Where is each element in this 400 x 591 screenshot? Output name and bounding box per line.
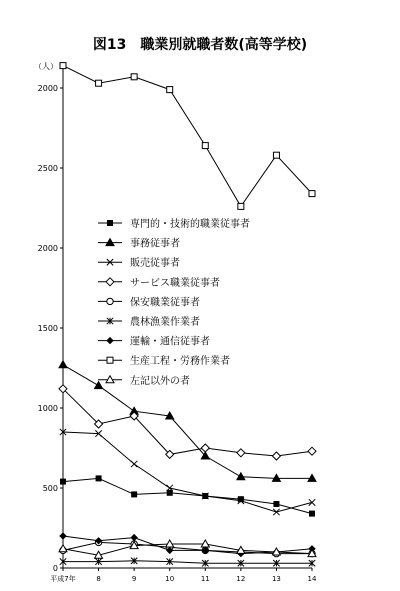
data-point [61,479,66,484]
data-point [309,191,315,197]
series-markers-group [60,63,315,210]
data-point [95,382,103,389]
data-point [201,444,209,452]
legend-item [98,237,180,250]
x-tick-label: 13 [271,575,281,583]
legend-item [98,276,220,289]
data-point [237,473,245,480]
series-markers-group [59,385,316,460]
data-point [96,476,101,481]
data-point [107,298,113,304]
x-tick-label: 11 [200,575,210,583]
x-tick-label: 8 [96,575,101,583]
data-point [131,461,137,467]
series-line [63,432,312,512]
x-tick-label: 10 [165,575,175,583]
y-tick-label: 2000 [37,84,58,93]
data-point [237,449,245,457]
data-point [60,63,66,69]
legend-label: サービス職業従事者 [130,277,220,289]
data-point [108,221,113,226]
x-tick-label: 14 [307,575,317,583]
legend-item [98,217,250,230]
chart-title: 図13 職業別就職者数(高等学校) [92,37,308,53]
x-tick-label: 12 [236,575,246,583]
y-axis-label: （人） [34,62,58,71]
data-point [167,87,173,93]
legend-item [98,256,180,269]
y-tick-label: 2500 [37,164,58,173]
legend-label: 農林漁業作業者 [130,317,200,328]
data-point [131,535,137,541]
data-point [131,74,137,80]
data-point [132,492,137,497]
x-tick-label: 9 [131,575,137,583]
x-tick-label: 平成7年 [50,575,76,583]
data-point [273,152,279,158]
series-line [63,478,312,513]
data-point [309,499,315,505]
data-point [59,361,67,368]
y-tick-label: 1500 [37,324,58,333]
legend-label: 保安職業従事者 [130,297,200,309]
legend-label: 左記以外の者 [130,375,190,387]
legend-label: 専門的・技術的職業従事者 [130,219,250,230]
legend-label: 事務従事者 [130,238,180,250]
series-line [63,66,312,207]
data-point [107,357,113,363]
data-point [238,203,244,209]
data-point [272,452,280,460]
y-tick-label: 1000 [37,404,58,413]
legend-label: 販売従事者 [130,258,180,270]
data-point [106,278,114,286]
y-tick-label: 500 [42,484,58,493]
legend-item [98,295,200,308]
y-tick-label: 0 [52,564,58,573]
data-point [167,490,172,495]
legend [98,217,250,387]
legend-item [98,354,230,367]
legend-label: 運輸・通信従事者 [130,336,210,348]
series-markers-group [61,476,315,516]
data-point [107,338,113,344]
y-tick-label: 2000 [37,244,58,253]
legend-item [98,315,200,328]
data-point [202,143,208,149]
data-point [273,509,279,515]
series-markers [59,63,316,567]
data-point [96,80,102,86]
legend-item [98,374,190,387]
data-point [60,533,66,539]
data-point [310,511,315,516]
data-point [308,447,316,455]
legend-item [98,335,210,348]
legend-label: 生産工程・労務作業者 [130,356,230,368]
data-point [274,502,279,507]
series-lines [63,66,312,564]
